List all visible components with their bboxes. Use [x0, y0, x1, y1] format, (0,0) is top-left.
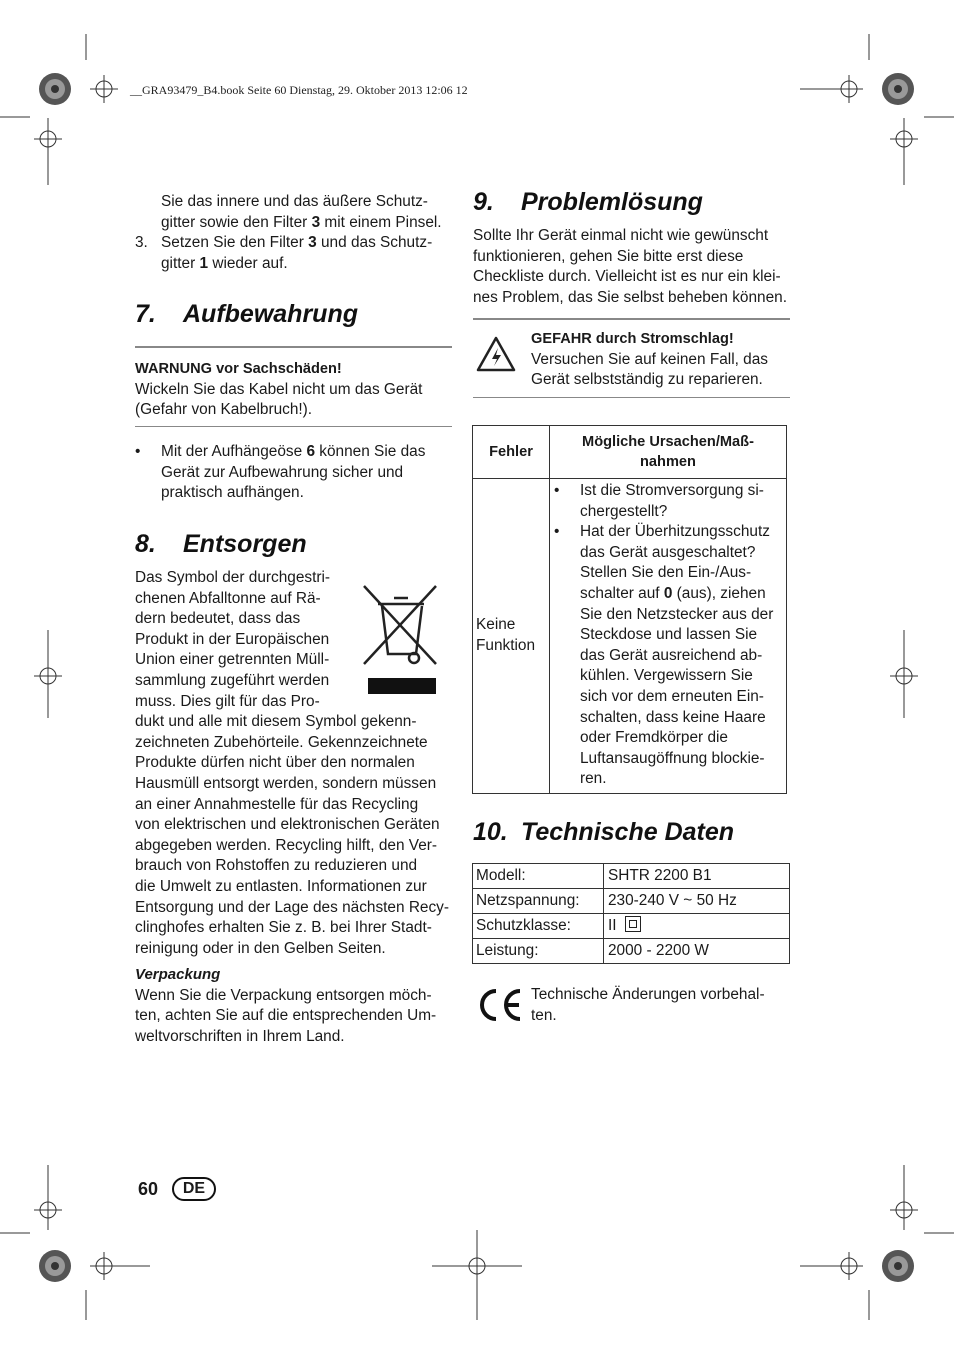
spec-label: Leistung:: [473, 939, 604, 964]
text-line: die Umwelt zu entlasten. Informationen zur: [135, 877, 427, 895]
print-header: __GRA93479_B4.book Seite 60 Dienstag, 29. Oktober 2013 12:06 12: [130, 83, 468, 97]
spec-value: 230-240 V ~ 50 Hz: [604, 889, 790, 914]
spec-value: II: [604, 914, 790, 939]
heading-section-10: [473, 818, 734, 847]
text-line: das Gerät ausgeschaltet?: [580, 543, 756, 561]
fault-cell: [473, 479, 550, 794]
left-column-top: [135, 192, 455, 274]
language-badge: DE: [172, 1177, 216, 1201]
danger-title: GEFAHR durch Stromschlag!: [531, 331, 734, 347]
crossed-bin-icon: [358, 580, 442, 698]
spec-label: Modell:: [473, 864, 604, 889]
text-line: ten.: [531, 1006, 557, 1024]
step-number: 3.: [135, 234, 148, 252]
spec-label: Schutzklasse:: [473, 914, 604, 939]
text-line: Ist die Stromversorgung si-: [580, 482, 764, 499]
text-line: Hausmüll entsorgt werden, sondern müssen: [135, 774, 437, 792]
text-line: Technische Änderungen vorbehal-: [531, 986, 765, 1003]
cause-bullet-2: [554, 522, 782, 790]
text-line: Produkte dürfen nicht über den normalen: [135, 754, 415, 772]
text-line: Entsorgung und der Lage des nächsten Recy-: [135, 898, 450, 916]
text-line: oder Fremdkörper die: [580, 729, 728, 747]
table-row: [473, 939, 790, 964]
text-line: ren.: [580, 770, 607, 788]
text-line: sammlung zugeführt werden: [135, 671, 330, 689]
text-line: dern bedeutet, dass das: [135, 610, 301, 628]
text-line: gitter 1 wieder auf.: [161, 254, 288, 272]
text-line: schalten, dass keine Haare: [580, 708, 766, 726]
text-line: Keine: [476, 616, 516, 634]
bullet-marker: •: [554, 482, 560, 499]
spec-value: SHTR 2200 B1: [604, 864, 790, 889]
packaging-block: [135, 965, 455, 1047]
table-row: [473, 479, 787, 794]
text-line: brauch von Rohstoffen zu reduzieren und: [135, 857, 418, 875]
header-cause: [550, 426, 787, 479]
text-line: Hat der Überhitzungsschutz: [580, 523, 770, 541]
danger-rule-bottom: [473, 397, 790, 398]
text-line: Produkt in der Europäischen: [135, 630, 330, 648]
text-line: an einer Annahmestelle für das Recycling: [135, 795, 419, 813]
danger-rule-top: [473, 318, 790, 320]
troubleshooting-intro: [473, 226, 793, 308]
spec-table: [472, 863, 790, 964]
heading-title: Problemlösung: [521, 188, 703, 216]
cause-bullet-1: [554, 481, 782, 522]
heading-section-9: [473, 188, 703, 217]
electric-hazard-icon: [475, 335, 517, 373]
troubleshooting-table: [472, 425, 787, 794]
text-line: muss. Dies gilt für das Pro-: [135, 692, 320, 710]
heading-number: 9.: [473, 188, 494, 216]
heading-title: Aufbewahrung: [183, 300, 358, 328]
cause-cell: [550, 479, 787, 794]
bullet-hanging-eye: [135, 442, 453, 504]
text-line: Setzen Sie den Filter 3 und das Schutz-: [161, 234, 433, 252]
text-line: weltvorschriften in Ihrem Land.: [135, 1027, 345, 1045]
table-row: [473, 914, 790, 939]
bullet-marker: •: [554, 523, 560, 541]
text-line: schalter auf 0 (aus), ziehen: [580, 584, 766, 602]
text-line: reinigung oder in den Gelben Seiten.: [135, 939, 386, 957]
text-line: ten, achten Sie auf die entsprechenden Um-: [135, 1007, 437, 1025]
spec-label: Netzspannung:: [473, 889, 604, 914]
text-line: Sie den Netzstecker aus der: [580, 605, 774, 623]
ce-mark-icon: [474, 987, 524, 1023]
warning-box: [135, 359, 455, 421]
heading-title: Technische Daten: [521, 818, 735, 846]
warning-title: WARNUNG vor Sachschäden!: [135, 361, 342, 377]
text-line: clinghofes erhalten Sie z. B. bei Ihrer Stadt-: [135, 919, 432, 937]
text-line: Luftansaugöffnung blockie-: [580, 749, 765, 767]
warning-rule-top: [135, 346, 452, 348]
page-number: 60: [138, 1179, 159, 1199]
text-line: von elektrischen und elektronischen Geräten: [135, 816, 440, 834]
text-line: Stellen Sie den Ein-/Aus-: [580, 564, 752, 582]
text-line: das Gerät ausreichend ab-: [580, 646, 763, 664]
text-line: Union einer getrennten Müll-: [135, 651, 330, 669]
text-line: Sollte Ihr Gerät einmal nicht wie gewünscht: [473, 227, 769, 244]
header-fault: Fehler: [473, 426, 550, 479]
table-row: [473, 864, 790, 889]
step-3: [135, 233, 455, 274]
text-line: (Gefahr von Kabelbruch!).: [135, 401, 313, 419]
text-line: Wickeln Sie das Kabel nicht um das Gerät: [135, 380, 423, 398]
text-line: Gerät selbstständig zu reparieren.: [531, 371, 763, 389]
text-line: Wenn Sie die Verpackung entsorgen möch-: [135, 986, 432, 1004]
text-line: Funktion: [476, 636, 536, 654]
text-line: praktisch aufhängen.: [161, 484, 304, 502]
heading-section-7: [135, 300, 358, 329]
text-line: sich vor dem erneuten Ein-: [580, 687, 764, 705]
text-line: abgegeben werden. Recycling hilft, den Ver-: [135, 836, 438, 854]
text-line: funktionieren, gehen Sie bitte erst diese: [473, 247, 744, 265]
text-line: chenen Abfalltonne auf Rä-: [135, 589, 321, 607]
text-line: Versuchen Sie auf keinen Fall, das: [531, 350, 768, 368]
heading-number: 8.: [135, 530, 156, 558]
heading-number: 10.: [473, 818, 508, 846]
danger-box: [531, 329, 796, 391]
table-row: [473, 889, 790, 914]
bullet-marker: •: [135, 443, 141, 460]
continued-step: [135, 192, 455, 233]
text-line: Sie das innere und das äußere Schutz-: [161, 193, 428, 210]
text-line: zeichneten Zubehörteile. Gekennzeichnete: [135, 733, 428, 751]
text-line: Das Symbol der durchgestri-: [135, 569, 331, 586]
packaging-title: Verpackung: [135, 966, 221, 983]
text-line: Mit der Aufhängeöse 6 können Sie das: [161, 443, 426, 460]
text-line: nes Problem, das Sie selbst beheben können.: [473, 288, 788, 306]
heading-section-8: [135, 530, 307, 559]
table-header-row: [473, 426, 787, 479]
text-line: nahmen: [640, 454, 696, 470]
protection-class-ii-icon: [625, 916, 641, 932]
text-line: kühlen. Vergewissern Sie: [580, 667, 753, 685]
heading-number: 7.: [135, 300, 156, 328]
text-line: Mögliche Ursachen/Maß-: [582, 434, 754, 450]
text-line: chergestellt?: [580, 502, 668, 520]
warning-rule-bottom: [135, 426, 452, 427]
text-line: Checkliste durch. Vielleicht ist es nur ein klei-: [473, 268, 781, 286]
text-line: gitter sowie den Filter 3 mit einem Pinsel.: [161, 213, 442, 231]
text-line: Steckdose und lassen Sie: [580, 626, 758, 644]
ce-note: [531, 985, 791, 1026]
spec-value: 2000 - 2200 W: [604, 939, 790, 964]
text-line: Gerät zur Aufbewahrung sicher und: [161, 463, 404, 481]
text-line: dukt und alle mit diesem Symbol gekenn-: [135, 713, 417, 731]
heading-title: Entsorgen: [183, 530, 307, 558]
